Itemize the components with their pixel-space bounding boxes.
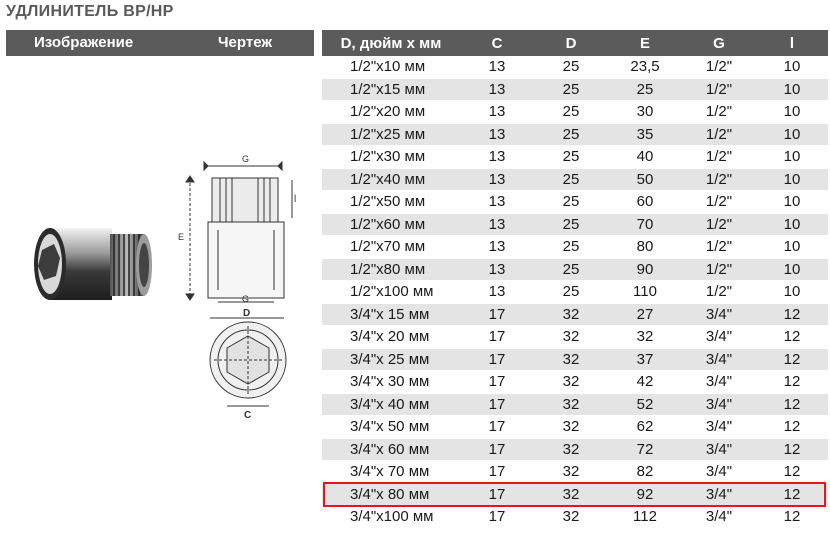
- table-cell: 25: [534, 236, 608, 259]
- table-cell: 1/2": [682, 191, 756, 214]
- table-cell: 62: [608, 416, 682, 439]
- table-row: [322, 213, 828, 236]
- front-view: [210, 318, 286, 406]
- table-row: [322, 371, 828, 394]
- table-cell: 90: [608, 258, 682, 281]
- dim-d: D: [243, 308, 251, 319]
- table-cell: 23,5: [608, 56, 682, 78]
- table-cell: 3/4": [682, 371, 756, 394]
- left-header: [6, 30, 314, 56]
- table-cell: 1/2"x20 мм: [322, 101, 460, 124]
- table-cell: 92: [608, 483, 682, 506]
- table-cell: 32: [534, 393, 608, 416]
- table-cell: 12: [756, 326, 828, 349]
- table-cell: 25: [534, 78, 608, 101]
- table-row: [322, 168, 828, 191]
- table-cell: 17: [460, 371, 534, 394]
- table-cell: 17: [460, 483, 534, 506]
- table-cell: 32: [608, 326, 682, 349]
- table-cell: 32: [534, 348, 608, 371]
- drawing-column-label: Чертеж: [218, 34, 272, 51]
- table-cell: 72: [608, 438, 682, 461]
- table-cell: 70: [608, 213, 682, 236]
- table-cell: 110: [608, 281, 682, 304]
- table-cell: 25: [534, 213, 608, 236]
- table-cell: 10: [756, 56, 828, 78]
- table-cell: 17: [460, 506, 534, 529]
- table-cell: 1/2"x80 мм: [322, 258, 460, 281]
- table-cell: 13: [460, 123, 534, 146]
- table-cell: 3/4": [682, 303, 756, 326]
- table-cell: 12: [756, 506, 828, 529]
- table-cell: 32: [534, 371, 608, 394]
- table-cell: 3/4"x 60 мм: [322, 438, 460, 461]
- table-cell: 3/4": [682, 416, 756, 439]
- table-cell: 25: [534, 101, 608, 124]
- table-cell: 1/2"x15 мм: [322, 78, 460, 101]
- table-cell: 112: [608, 506, 682, 529]
- table-cell: 40: [608, 146, 682, 169]
- table-cell: 3/4": [682, 326, 756, 349]
- table-cell: 3/4": [682, 506, 756, 529]
- table-cell: 13: [460, 168, 534, 191]
- table-cell: 13: [460, 56, 534, 78]
- table-cell: 25: [534, 168, 608, 191]
- table-cell: 3/4"x 40 мм: [322, 393, 460, 416]
- table-cell: 13: [460, 191, 534, 214]
- table-cell: 13: [460, 258, 534, 281]
- table-row: [322, 326, 828, 349]
- table-cell: 1/2": [682, 281, 756, 304]
- table-cell: 3/4"x 25 мм: [322, 348, 460, 371]
- table-row: [322, 438, 828, 461]
- table-cell: 3/4"x 15 мм: [322, 303, 460, 326]
- table-row: [322, 78, 828, 101]
- table-cell: 17: [460, 303, 534, 326]
- table-cell: 32: [534, 483, 608, 506]
- table-cell: 17: [460, 348, 534, 371]
- table-cell: 25: [534, 281, 608, 304]
- table-cell: 12: [756, 416, 828, 439]
- table-cell: 25: [608, 78, 682, 101]
- table-cell: 10: [756, 236, 828, 259]
- table-row: [322, 123, 828, 146]
- dim-l: l: [294, 194, 297, 205]
- table-cell: 37: [608, 348, 682, 371]
- spec-table: [322, 30, 828, 529]
- table-row: [322, 416, 828, 439]
- table-cell: 3/4": [682, 483, 756, 506]
- table-cell: 3/4"x100 мм: [322, 506, 460, 529]
- table-cell: 1/2"x40 мм: [322, 168, 460, 191]
- table-cell: 13: [460, 213, 534, 236]
- table-cell: 32: [534, 461, 608, 484]
- column-header: C: [460, 30, 534, 56]
- table-cell: 1/2": [682, 78, 756, 101]
- table-cell: 1/2": [682, 236, 756, 259]
- dim-e: E: [178, 232, 185, 242]
- dim-c: C: [244, 410, 252, 421]
- table-cell: 10: [756, 191, 828, 214]
- table-row: [322, 101, 828, 124]
- column-header: G: [682, 30, 756, 56]
- table-cell: 1/2": [682, 56, 756, 78]
- table-row: [322, 506, 828, 529]
- table-row: [322, 281, 828, 304]
- table-row: [322, 461, 828, 484]
- table-row: [322, 393, 828, 416]
- table-cell: 12: [756, 303, 828, 326]
- table-cell: 27: [608, 303, 682, 326]
- table-cell: 10: [756, 281, 828, 304]
- table-row: [322, 483, 828, 506]
- table-row: [322, 191, 828, 214]
- column-header: D, дюйм х мм: [322, 30, 460, 56]
- table-cell: 1/2": [682, 146, 756, 169]
- table-row: [322, 146, 828, 169]
- image-column-label: Изображение: [34, 34, 134, 51]
- table-cell: 13: [460, 78, 534, 101]
- column-header: l: [756, 30, 828, 56]
- technical-drawing: [168, 150, 308, 430]
- table-cell: 3/4"x 30 мм: [322, 371, 460, 394]
- dim-g-top: G: [242, 154, 250, 164]
- table-cell: 32: [534, 506, 608, 529]
- table-cell: 12: [756, 348, 828, 371]
- table-cell: 32: [534, 438, 608, 461]
- table-cell: 3/4": [682, 461, 756, 484]
- table-cell: 10: [756, 258, 828, 281]
- table-cell: 1/2"x70 мм: [322, 236, 460, 259]
- table-cell: 1/2": [682, 213, 756, 236]
- table-cell: 17: [460, 393, 534, 416]
- column-header: D: [534, 30, 608, 56]
- table-cell: 3/4": [682, 393, 756, 416]
- column-header: E: [608, 30, 682, 56]
- table-cell: 1/2": [682, 123, 756, 146]
- table-cell: 42: [608, 371, 682, 394]
- table-cell: 12: [756, 483, 828, 506]
- table-cell: 10: [756, 213, 828, 236]
- table-cell: 30: [608, 101, 682, 124]
- table-cell: 1/2"x10 мм: [322, 56, 460, 78]
- table-cell: 17: [460, 438, 534, 461]
- table-cell: 25: [534, 123, 608, 146]
- page-title: УДЛИНИТЕЛЬ ВР/НР: [6, 3, 174, 20]
- table-cell: 1/2"x25 мм: [322, 123, 460, 146]
- table-cell: 12: [756, 393, 828, 416]
- table-cell: 1/2": [682, 101, 756, 124]
- table-cell: 52: [608, 393, 682, 416]
- table-cell: 13: [460, 281, 534, 304]
- table-cell: 80: [608, 236, 682, 259]
- table-row: [322, 303, 828, 326]
- table-cell: 25: [534, 146, 608, 169]
- table-cell: 1/2"x50 мм: [322, 191, 460, 214]
- table-cell: 1/2": [682, 168, 756, 191]
- table-cell: 3/4"x 50 мм: [322, 416, 460, 439]
- table-cell: 17: [460, 416, 534, 439]
- table-cell: 10: [756, 78, 828, 101]
- table-cell: 13: [460, 101, 534, 124]
- table-cell: 1/2"x60 мм: [322, 213, 460, 236]
- table-cell: 60: [608, 191, 682, 214]
- table-cell: 12: [756, 371, 828, 394]
- table-cell: 12: [756, 438, 828, 461]
- table-cell: 3/4": [682, 438, 756, 461]
- product-photo: [20, 210, 160, 320]
- dim-g-bottom: G: [242, 294, 250, 304]
- table-cell: 17: [460, 326, 534, 349]
- table-cell: 13: [460, 146, 534, 169]
- table-cell: 10: [756, 101, 828, 124]
- table-cell: 25: [534, 56, 608, 78]
- table-cell: 3/4": [682, 348, 756, 371]
- table-cell: 32: [534, 326, 608, 349]
- side-view: [186, 162, 292, 302]
- table-cell: 3/4"x 20 мм: [322, 326, 460, 349]
- table-cell: 32: [534, 303, 608, 326]
- table-cell: 25: [534, 258, 608, 281]
- table-cell: 10: [756, 146, 828, 169]
- table-cell: 35: [608, 123, 682, 146]
- table-cell: 3/4"x 70 мм: [322, 461, 460, 484]
- table-cell: 17: [460, 461, 534, 484]
- table-cell: 50: [608, 168, 682, 191]
- table-cell: 32: [534, 416, 608, 439]
- table-cell: 3/4"x 80 мм: [322, 483, 460, 506]
- table-cell: 1/2": [682, 258, 756, 281]
- table-cell: 25: [534, 191, 608, 214]
- table-header-row: [322, 30, 828, 56]
- thread-section: [110, 234, 152, 296]
- table-cell: 10: [756, 168, 828, 191]
- table-cell: 13: [460, 236, 534, 259]
- table-cell: 1/2"x100 мм: [322, 281, 460, 304]
- table-row: [322, 56, 828, 78]
- table-cell: 1/2"x30 мм: [322, 146, 460, 169]
- table-row: [322, 348, 828, 371]
- table-cell: 82: [608, 461, 682, 484]
- table-row: [322, 236, 828, 259]
- table-cell: 12: [756, 461, 828, 484]
- table-cell: 10: [756, 123, 828, 146]
- table-row: [322, 258, 828, 281]
